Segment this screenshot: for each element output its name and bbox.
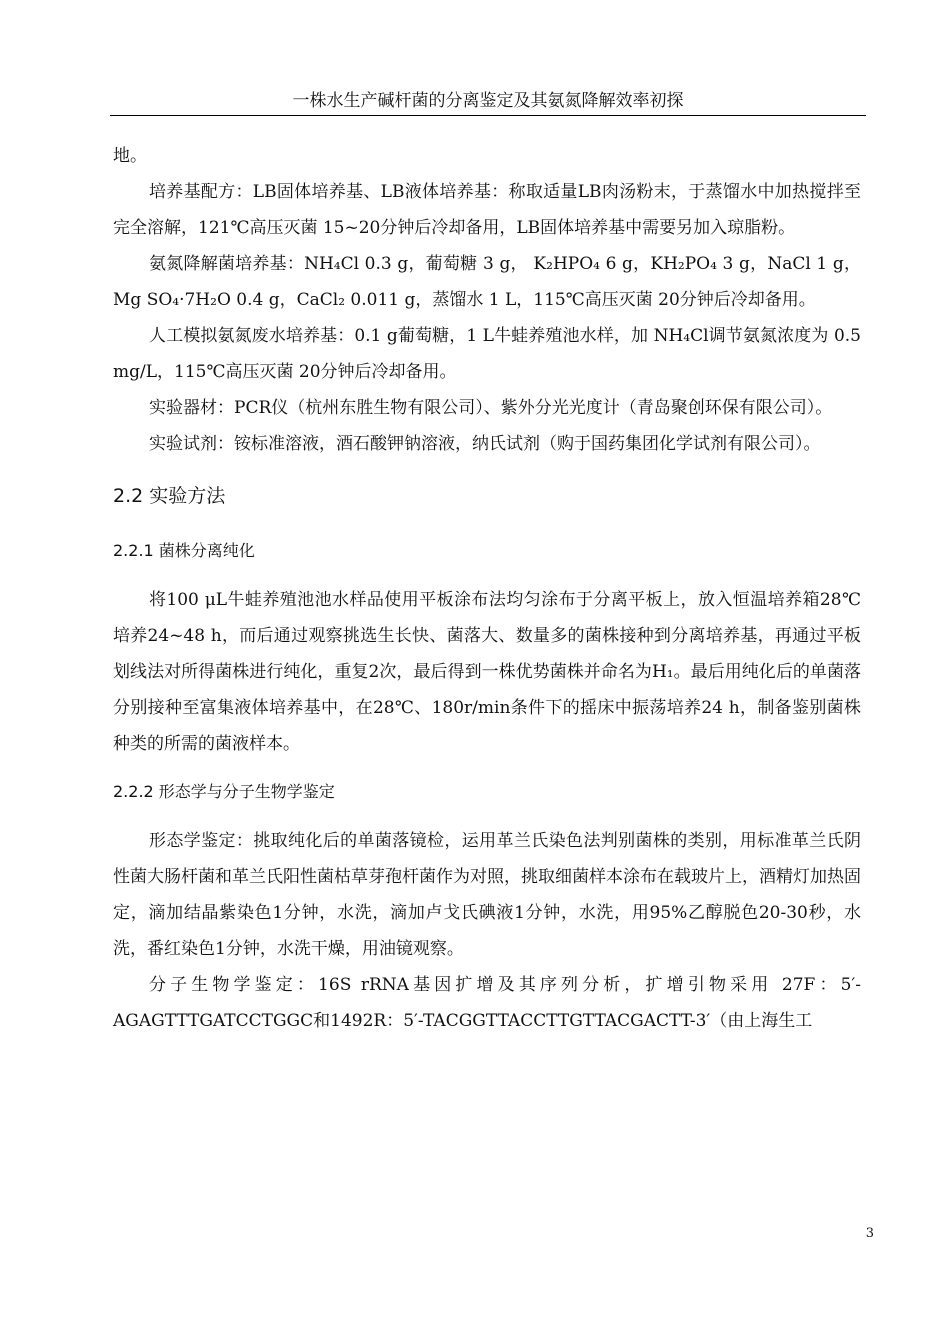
paragraph-morphology: 形态学鉴定：挑取纯化后的单菌落镜检，运用革兰氏染色法判别菌株的类别，用标准革兰氏阴性菌大肠杆菌和革兰氏阳性菌枯草芽孢杆菌作为对照，挑取细菌样本涂布在载玻片上，酒精灯加热固定，滴加结晶紫染色1分钟，水洗，滴加卢戈氏碘液1分钟，水洗，用95%乙醇脱色20-30秒，水洗，番红染色1分钟，水洗干燥，用油镜观察。 — [113, 831, 861, 959]
paragraph-molecular: 分子生物学鉴定：16S rRNA基因扩增及其序列分析，扩增引物采用 27F：5′-AGAGTTTGATCCTGGC和1492R：5′-TACGGTTACCTTGTTACGACTT-3′（由上海生工 — [113, 975, 861, 1031]
section-heading: 2.2 实验方法 — [113, 485, 226, 507]
page-number: 3 — [865, 1226, 874, 1241]
paragraph-lb-medium: 培养基配方：LB固体培养基、LB液体培养基：称取适量LB肉汤粉末，于蒸馏水中加热搅拌至完全溶解，121℃高压灭菌 15~20分钟后冷却备用，LB固体培养基中需要另加入琼脂粉。 — [113, 182, 861, 238]
paragraph-continuation: 地。 — [113, 146, 147, 166]
paragraph-isolation: 将100 μL牛蛙养殖池池水样品使用平板涂布法均匀涂布于分离平板上，放入恒温培养箱28℃培养24~48 h，而后通过观察挑选生长快、菌落大、数量多的菌株接种到分离培养基，再通过平板划线法对所得菌株进行纯化，重复2次，最后得到一株优势菌株并命名为H₁。最后用纯化后的单菌落分别接种至富集液体培养基中，在28℃、180r/min条件下的摇床中振荡培养24 h，制备鉴别菌株种类的所需的菌液样本。 — [113, 590, 861, 754]
subsection-heading: 2.2.1 菌株分离纯化 — [113, 541, 255, 560]
paragraph-equipment: 实验器材：PCR仪（杭州东胜生物有限公司）、紫外分光光度计（青岛聚创环保有限公司）。 — [149, 398, 833, 418]
paragraph-simulated-wastewater: 人工模拟氨氮废水培养基：0.1 g葡萄糖，1 L牛蛙养殖池水样，加 NH₄Cl调节氨氮浓度为 0.5 mg/L，115℃高压灭菌 20分钟后冷却备用。 — [113, 326, 861, 382]
paragraph-reagents: 实验试剂：铵标准溶液，酒石酸钾钠溶液，纳氏试剂（购于国药集团化学试剂有限公司）。 — [149, 434, 821, 454]
paragraph-ammonia-medium: 氨氮降解菌培养基：NH₄Cl 0.3 g，葡萄糖 3 g， K₂HPO₄ 6 g，KH₂PO₄ 3 g，NaCl 1 g，Mg SO₄·7H₂O 0.4 g，CaCl₂ 0.011 g，蒸馏水 1 L，115℃高压灭菌 20分钟后冷却备用。 — [113, 254, 861, 310]
body-text — [113, 138, 861, 1039]
subsection-heading: 2.2.2 形态学与分子生物学鉴定 — [113, 782, 335, 801]
running-header: 一株水生产碱杆菌的分离鉴定及其氨氮降解效率初探 — [110, 90, 866, 116]
